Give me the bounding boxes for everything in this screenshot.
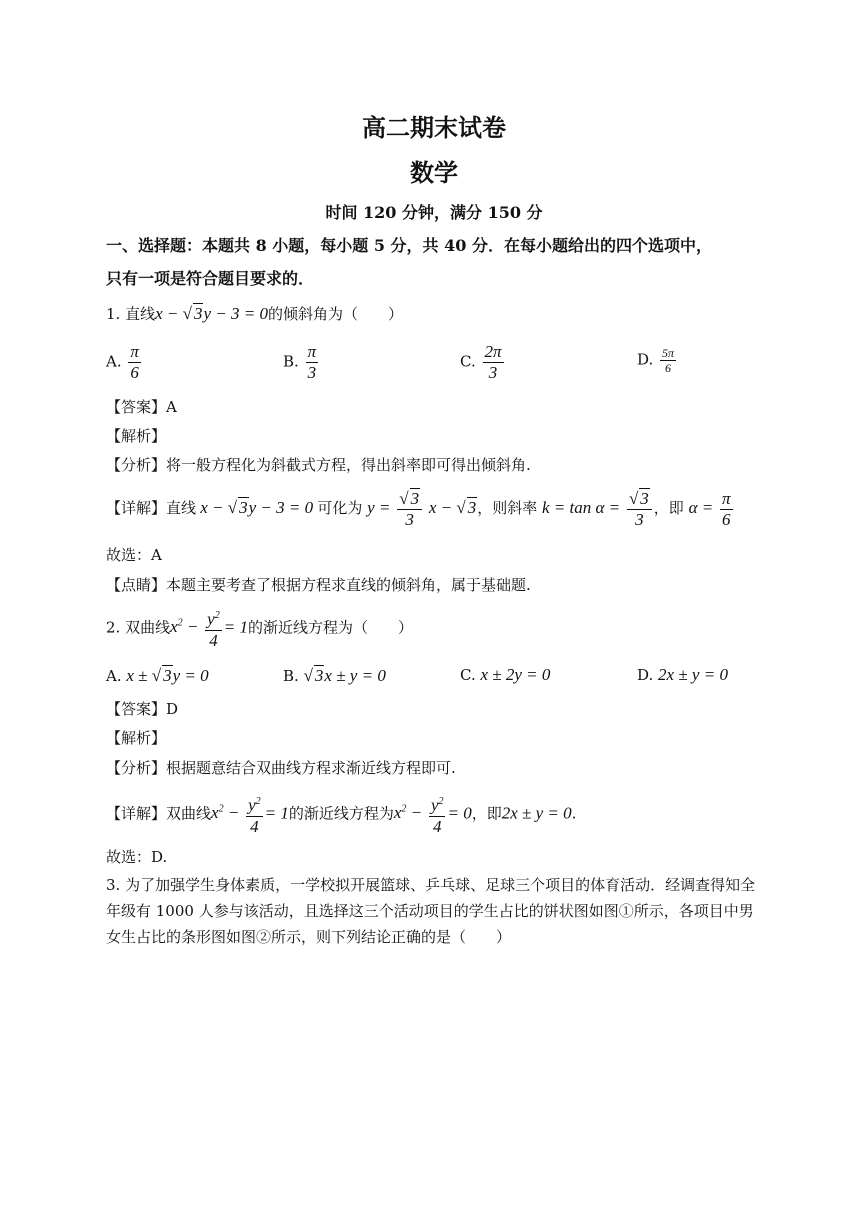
q1-option-b: B. $\frac{\pi}{3}$ — [283, 342, 317, 382]
q2-analysis-label: 【解析】 — [106, 729, 167, 747]
q2-choose: 故选：D. — [106, 848, 168, 866]
q1-option-a: A. $\frac{\pi}{6}$ — [106, 342, 139, 382]
q1-xiangjie: 【详解】直线 x − √ 3y − 3 = 0 可化为 y = $\frac{√ 3}{3}$ x − √ 3，则斜率 k = tan α = $\frac{√ 3}{3}$ ，即 α = $\frac{\pi}{6}$ — [106, 488, 731, 529]
q2-option-a: A. x ± √ 3y = 0 — [106, 666, 209, 685]
q2-answer: 【答案】D — [106, 700, 179, 718]
question-number: 1. — [106, 305, 121, 323]
question-1-suffix: 的倾斜角为（ ） — [267, 305, 403, 323]
equation-q1: x − √ 3y − 3 = 0 — [155, 304, 268, 323]
question-3: 3. 为了加强学生身体素质，一学校拟开展篮球、乒乓球、足球三个项目的体育活动．经调查得知全年级有 1000 人参与该活动，且选择这三个活动项目的学生占比的饼状图如图①所示，各项目中男女生占比的条形图如图②所示，则下列结论正确的是（ ） — [106, 876, 756, 946]
q2-option-c: C. x ± 2y = 0 — [460, 665, 551, 684]
question-2: 2. 双曲线$x^2$ − $\frac{y^2}{4}$ = 1的渐近线方程为（ ） — [106, 606, 413, 651]
question-1 — [106, 303, 403, 324]
q1-option-c: C. $\frac{2\pi}{3}$ — [460, 342, 502, 382]
q2-xiangjie: 【详解】双曲线$x^2$ − $\frac{y^2}{4}$ = 1的渐近线方程为$x^2$ − $\frac{y^2}{4}$ = 0，即2x ± y = 0. — [106, 792, 576, 837]
q2-option-b: B. √ 3x ± y = 0 — [283, 666, 386, 685]
q1-comment: 【点睛】本题主要考查了根据方程求直线的倾斜角，属于基础题. — [106, 576, 531, 594]
subject-title: 数学 — [410, 158, 458, 187]
question-1-prefix: 直线 — [125, 305, 156, 323]
q1-analysis-label: 【解析】 — [106, 427, 167, 445]
question-number: 2. — [106, 618, 121, 637]
q1-choose: 故选：A — [106, 546, 162, 564]
section-heading-line1: 一、选择题：本题共 8 小题，每小题 5 分，共 40 分．在每小题给出的四个选项中， — [106, 236, 712, 255]
q2-fenxi: 【分析】根据题意结合双曲线方程求渐近线方程即可. — [106, 759, 456, 777]
q1-answer: 【答案】A — [106, 398, 177, 416]
exam-title: 高二期末试卷 — [362, 113, 506, 142]
section-heading-line2: 只有一项是符合题目要求的． — [106, 269, 315, 288]
q1-option-d: D. $\frac{5\pi}{6}$ — [637, 346, 675, 375]
q2-option-d: D. 2x ± y = 0 — [637, 665, 728, 684]
exam-meta: 时间 120 分钟，满分 150 分 — [325, 203, 543, 222]
q1-fenxi: 【分析】将一般方程化为斜截式方程，得出斜率即可得出倾斜角. — [106, 456, 531, 474]
